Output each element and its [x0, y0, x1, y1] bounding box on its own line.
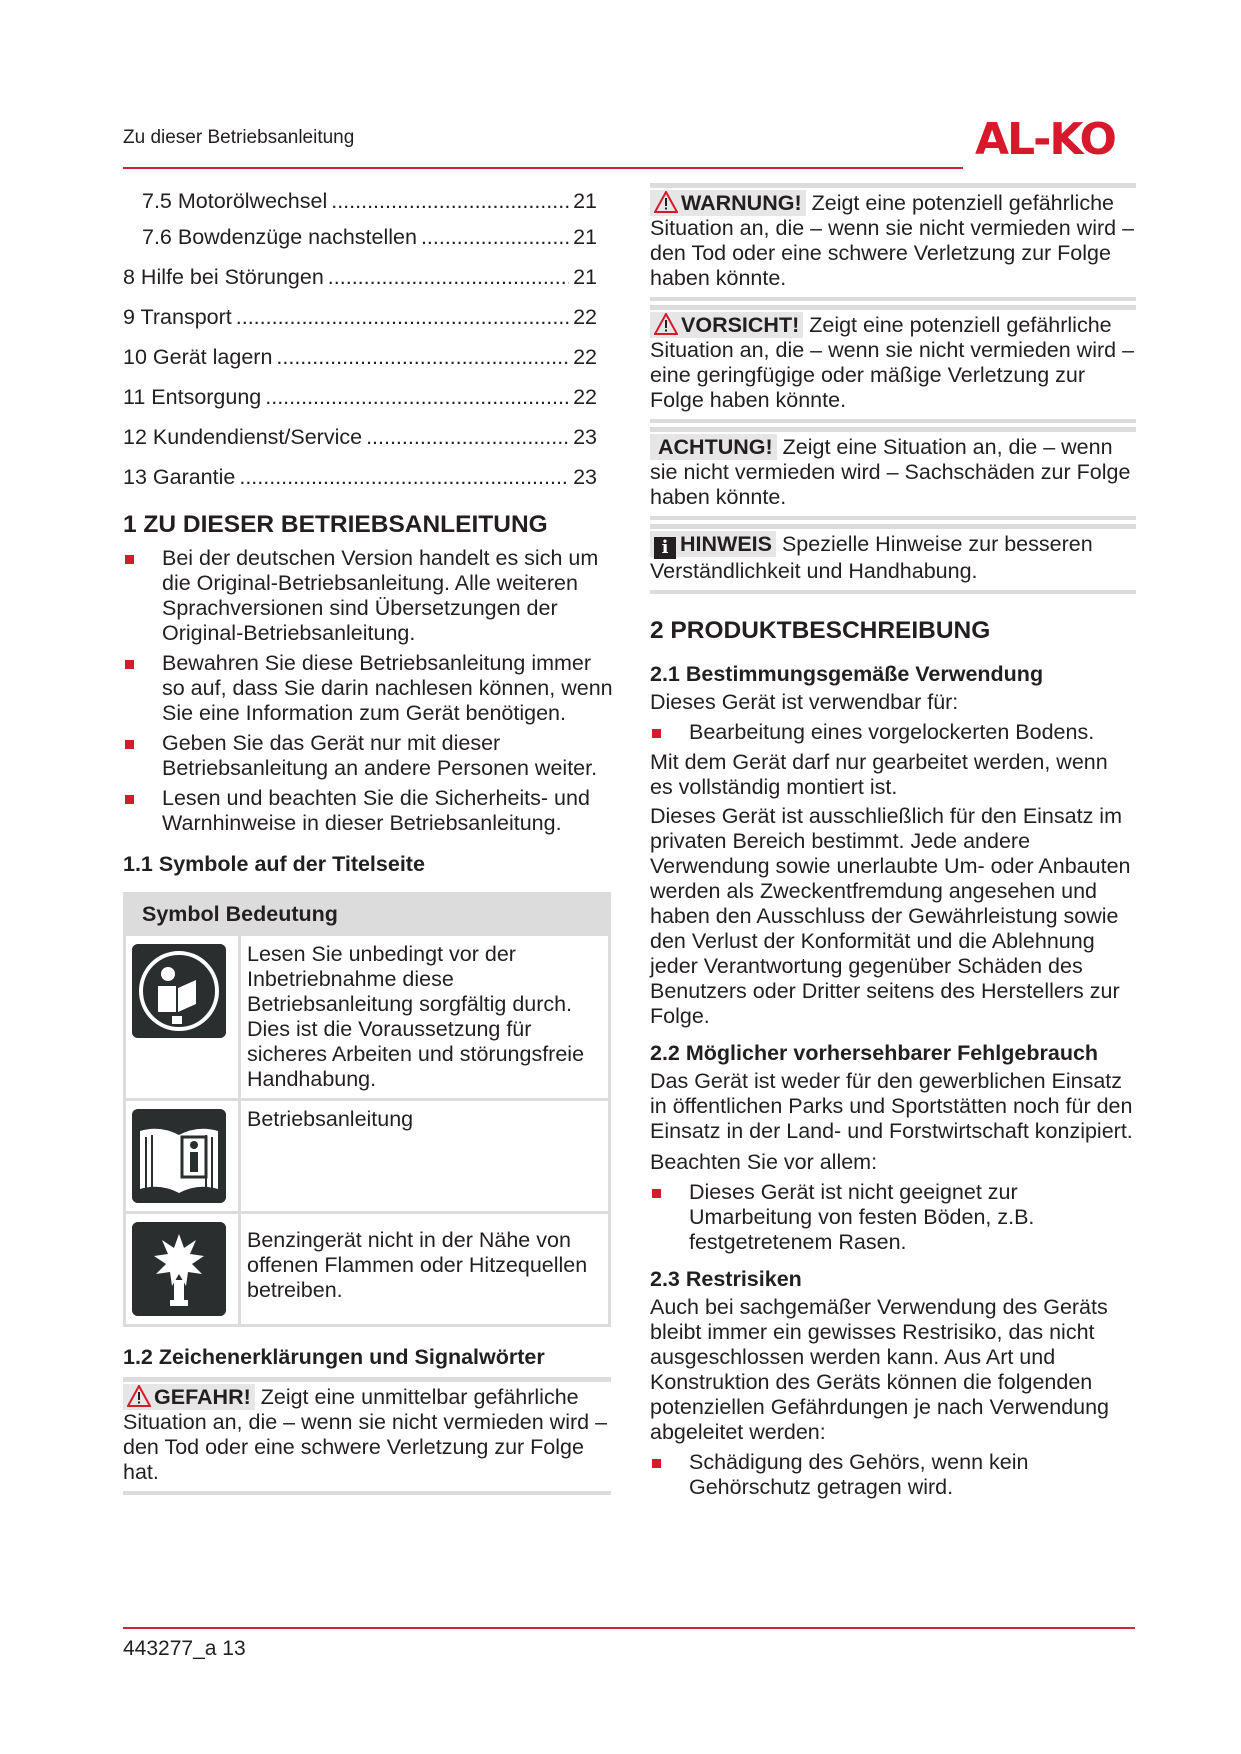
table-cell-text: Lesen Sie unbedingt vor der Inbetriebnahme diese Betriebsanleitung sorgfältig durch. Dies ist die Voraussetzung für sicheres Arbeiten und störungsfreie Handhabung.: [240, 935, 610, 1100]
table-cell-text: Benzingerät nicht in der Nähe von offenen Flammen oder Hitzequellen betreiben.: [240, 1213, 610, 1326]
warning-triangle-icon: [654, 191, 678, 213]
section-2-title: 2 PRODUKTBESCHREIBUNG: [650, 617, 991, 644]
toc-page-number: 22: [573, 345, 597, 369]
toc-label: 10 Gerät lagern: [123, 345, 273, 369]
paragraph: Dieses Gerät ist ausschließlich für den Einsatz im privaten Bereich bestimmt. Jede andere Verwendung sowie unerlaubte Um- oder Anbauten werden als Zweckentfremdung angesehen und haben den Ausschluss der Gewährleistung sowie den Verlust der Konformität und die Ablehnung jeder Verantwortung gegenüber Schäden des Benutzers oder Dritter seitens des Herstellers zur Folge.: [650, 804, 1131, 1028]
footer-rule: [123, 1627, 1135, 1629]
list-item: Lesen und beachten Sie die Sicherheits- und Warnhinweise in dieser Betriebsanleitung.: [123, 786, 613, 836]
toc-label: 7.6 Bowdenzüge nachstellen: [142, 225, 417, 249]
list-item: Schädigung des Gehörs, wenn kein Gehörschutz getragen wird.: [650, 1450, 1136, 1500]
danger-label-text: GEFAHR!: [154, 1385, 251, 1409]
danger-description: Zeigt eine unmittelbar gefährliche Situation an, die – wenn sie nicht vermieden wird – den Tod oder eine schwere Verletzung zur Folge hat.: [123, 1385, 608, 1484]
toc-entry: [123, 264, 597, 290]
table-of-contents: [123, 188, 613, 490]
toc-entry: [123, 464, 597, 490]
attention-signal-box: [650, 427, 1136, 520]
manual-info-icon: [132, 1109, 226, 1203]
list-item: Geben Sie das Gerät nur mit dieser Betriebsanleitung an andere Personen weiter.: [123, 731, 613, 781]
note-label: [650, 531, 776, 557]
alko-logo: AL-KO: [975, 114, 1115, 165]
toc-leader: [265, 384, 569, 410]
list-item: Bewahren Sie diese Betriebsanleitung immer so auf, dass Sie darin nachlesen können, wenn Sie eine Information zum Gerät benötigen.: [123, 651, 613, 726]
toc-leader: [421, 224, 569, 250]
table-header-row: [125, 894, 610, 935]
left-column: [123, 188, 613, 1495]
toc-page-number: 22: [573, 305, 597, 329]
caution-label: [650, 312, 803, 338]
section-2-1-bullets: [650, 720, 1136, 745]
toc-label: 9 Transport: [123, 305, 232, 329]
toc-label: 12 Kundendienst/Service: [123, 425, 363, 449]
toc-leader: [366, 424, 569, 450]
running-header: Zu dieser Betriebsanleitung: [123, 127, 355, 148]
table-row: [125, 1213, 610, 1326]
toc-entry: [123, 188, 597, 214]
warning-triangle-icon: [654, 313, 678, 335]
info-icon: i: [654, 537, 676, 559]
no-flame-icon: [132, 1222, 226, 1316]
toc-leader: [276, 344, 569, 370]
caution-description: Zeigt eine potenziell gefährliche Situation an, die – wenn sie nicht vermieden wird – eine geringfügige oder mäßige Verletzung zur Folge haben könnte.: [650, 313, 1135, 412]
toc-label: 11 Entsorgung: [123, 385, 262, 409]
warning-description: Zeigt eine potenziell gefährliche Situation an, die – wenn sie nicht vermieden wird – den Tod oder eine schwere Verletzung zur Folge haben könnte.: [650, 191, 1135, 290]
paragraph: Das Gerät ist weder für den gewerblichen Einsatz in öffentlichen Parks und Sportstätten noch für den Einsatz in der Land- und Forstwirtschaft konzipiert.: [650, 1069, 1133, 1143]
toc-leader: [328, 264, 569, 290]
table-cell-text: Betriebsanleitung: [240, 1100, 610, 1213]
subsection-2-1-title: 2.1 Bestimmungsgemäße Verwendung: [650, 662, 1044, 686]
footer-page-info: 443277_a 13: [123, 1637, 246, 1660]
table-cell-icon: [125, 1100, 240, 1213]
warning-label-text: WARNUNG!: [681, 191, 802, 215]
danger-label: [123, 1384, 255, 1410]
warning-signal-box: [650, 183, 1136, 301]
table-cell-icon: [125, 1213, 240, 1326]
warning-triangle-icon: [127, 1385, 151, 1407]
toc-leader: [239, 464, 569, 490]
toc-label: 13 Garantie: [123, 465, 236, 489]
attention-description: Zeigt eine Situation an, die – wenn sie nicht vermieden wird – Sachschäden zur Folge haben könnte.: [650, 435, 1131, 509]
toc-entry: [123, 344, 597, 370]
caution-signal-box: [650, 305, 1136, 423]
paragraph: Dieses Gerät ist verwendbar für:: [650, 690, 959, 714]
table-row: [125, 935, 610, 1100]
subsection-1-2-title: 1.2 Zeichenerklärungen und Signalwörter: [123, 1345, 545, 1369]
list-item: Bearbeitung eines vorgelockerten Bodens.: [650, 720, 1136, 745]
paragraph: Mit dem Gerät darf nur gearbeitet werden, wenn es vollständig montiert ist.: [650, 750, 1108, 799]
toc-label: 7.5 Motorölwechsel: [142, 189, 328, 213]
read-manual-icon: [132, 944, 226, 1038]
paragraph: Auch bei sachgemäßer Verwendung des Geräts bleibt immer ein gewisses Restrisiko, das nicht ausgeschlossen werden kann. Aus Art und Konstruktion des Geräts können die folgenden potenziellen Gefährdungen je nach Verwendung abgeleitet werden:: [650, 1295, 1110, 1444]
right-column: [650, 183, 1136, 1500]
caution-label-text: VORSICHT!: [681, 313, 800, 337]
table-row: [125, 1100, 610, 1213]
toc-entry: [123, 424, 597, 450]
toc-label: 8 Hilfe bei Störungen: [123, 265, 324, 289]
table-header: Symbol Bedeutung: [125, 894, 610, 935]
section-2-3-bullets: [650, 1450, 1136, 1500]
list-item: Bei der deutschen Version handelt es sich um die Original-Betriebsanleitung. Alle weiteren Sprachversionen sind Übersetzungen der Original-Betriebsanleitung.: [123, 546, 613, 646]
toc-page-number: 23: [573, 465, 597, 489]
list-item: Dieses Gerät ist nicht geeignet zur Umarbeitung von festen Böden, z.B. festgetretenem Rasen.: [650, 1180, 1136, 1255]
toc-entry: [123, 304, 597, 330]
note-label-text: HINWEIS: [680, 532, 772, 556]
attention-label: ACHTUNG!: [650, 434, 777, 460]
subsection-2-3-title: 2.3 Restrisiken: [650, 1267, 802, 1291]
toc-leader: [331, 188, 569, 214]
note-signal-box: [650, 524, 1136, 594]
toc-page-number: 23: [573, 425, 597, 449]
note-description: Spezielle Hinweise zur besseren Verständlichkeit und Handhabung.: [650, 532, 1093, 583]
paragraph: Beachten Sie vor allem:: [650, 1150, 878, 1174]
section-2-2-bullets: [650, 1180, 1136, 1255]
warning-label: [650, 190, 806, 216]
toc-page-number: 21: [573, 265, 597, 289]
toc-page-number: 21: [573, 225, 597, 249]
toc-leader: [236, 304, 569, 330]
header-rule: [123, 167, 963, 169]
table-cell-icon: [125, 935, 240, 1100]
toc-entry: [123, 384, 597, 410]
toc-entry: [123, 224, 597, 250]
section-1-bullets: [123, 546, 613, 836]
symbol-table: [123, 892, 611, 1327]
toc-page-number: 21: [573, 189, 597, 213]
subsection-1-1-title: 1.1 Symbole auf der Titelseite: [123, 852, 425, 876]
subsection-2-2-title: 2.2 Möglicher vorhersehbarer Fehlgebrauch: [650, 1041, 1099, 1065]
section-1-title: 1 ZU DIESER BETRIEBSANLEITUNG: [123, 511, 548, 538]
toc-page-number: 22: [573, 385, 597, 409]
danger-signal-box: [123, 1377, 611, 1495]
